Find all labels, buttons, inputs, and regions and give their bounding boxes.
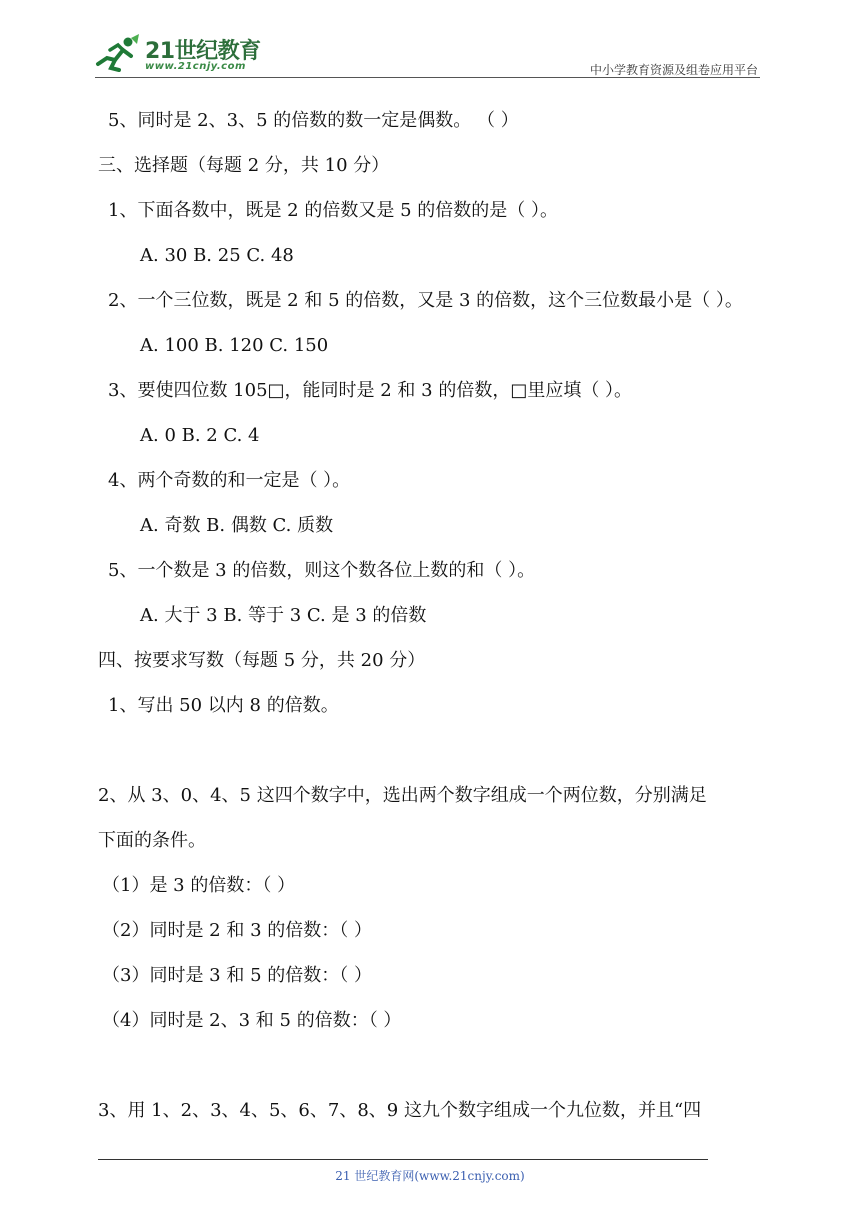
write-subitem-3: （3）同时是 3 和 5 的倍数：（ ） [102,965,372,986]
judge-item-5: 5、同时是 2、3、5 的倍数的数一定是偶数。 （ ） [108,110,519,131]
runner-logo-icon [95,34,143,76]
brand-url: www.21cnjy.com [145,61,246,72]
choice-options-4: A. 奇数 B. 偶数 C. 质数 [140,515,334,536]
site-logo [95,30,295,78]
choice-options-5: A. 大于 3 B. 等于 3 C. 是 3 的倍数 [140,605,427,626]
header-divider [95,77,760,78]
write-subitem-1: （1）是 3 的倍数：（ ） [102,875,296,896]
write-question-2-continued: 下面的条件。 [98,830,206,851]
choice-question-3: 3、要使四位数 105□，能同时是 2 和 3 的倍数，□里应填（ ）。 [108,380,633,401]
choice-question-5: 5、一个数是 3 的倍数，则这个数各位上数的和（ ）。 [108,560,536,581]
choice-question-2: 2、一个三位数，既是 2 和 5 的倍数，又是 3 的倍数，这个三位数最小是（ ）。 [108,290,743,311]
choice-options-1: A. 30 B. 25 C. 48 [140,245,294,266]
footer-divider [98,1159,708,1160]
write-question-3: 3、用 1、2、3、4、5、6、7、8、9 这九个数字组成一个九位数，并且“四 [98,1100,702,1121]
choice-options-3: A. 0 B. 2 C. 4 [140,425,260,446]
footer-source: 21 世纪教育网(www.21cnjy.com) [335,1169,525,1183]
choice-options-2: A. 100 B. 120 C. 150 [140,335,329,356]
write-subitem-2: （2）同时是 2 和 3 的倍数：（ ） [102,920,372,941]
choice-question-1: 1、下面各数中，既是 2 的倍数又是 5 的倍数的是（ ）。 [108,200,558,221]
section-title-write: 四、按要求写数（每题 5 分，共 20 分） [98,650,426,671]
write-subitem-4: （4）同时是 2、3 和 5 的倍数：（ ） [102,1010,402,1031]
page-header [95,30,760,80]
section-title-choice: 三、选择题（每题 2 分，共 10 分） [98,155,390,176]
write-question-1: 1、写出 50 以内 8 的倍数。 [108,695,339,716]
choice-question-4: 4、两个奇数的和一定是（ ）。 [108,470,351,491]
write-question-2: 2、从 3、0、4、5 这四个数字中，选出两个数字组成一个两位数，分别满足 [98,785,707,806]
platform-title: 中小学教育资源及组卷应用平台 [589,63,758,77]
brand-name: 21世纪教育 [145,39,261,64]
